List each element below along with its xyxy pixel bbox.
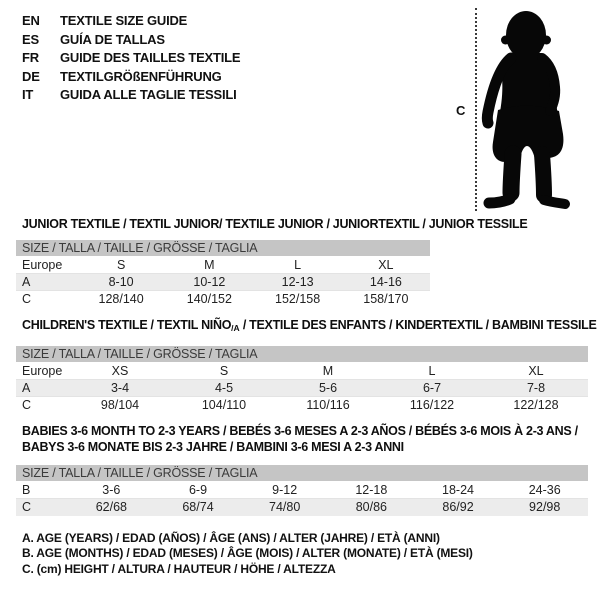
language-row [22, 49, 240, 68]
note-age-months: B. AGE (MONTHS) / EDAD (MESES) / ÂGE (MOIS) / ALTER (MONATE) / ETÀ (MESI) [22, 546, 473, 561]
children-title-prefix: CHILDREN'S TEXTILE / TEXTIL NIÑO [22, 318, 232, 332]
table-row [16, 380, 588, 397]
language-code: IT [22, 87, 34, 103]
language-code: EN [22, 13, 40, 28]
table-row [16, 397, 588, 414]
language-code: DE [22, 68, 40, 84]
language-label: GUIDA ALLE TAGLIE TESSILI [60, 87, 237, 103]
size-cell: XS [111, 364, 129, 378]
row-label: A [22, 275, 31, 289]
size-cell: 122/128 [513, 398, 559, 412]
size-cell: 68/74 [182, 500, 214, 514]
size-cell: L [428, 364, 436, 378]
size-cell: 104/110 [201, 398, 247, 412]
table-row [16, 274, 430, 291]
junior-section-title: JUNIOR TEXTILE / TEXTIL JUNIOR/ TEXTILE JUNIOR / JUNIORTEXTIL / JUNIOR TESSILE [22, 217, 528, 231]
row-label: C [22, 292, 32, 306]
language-code: ES [22, 31, 39, 47]
size-cell: 74/80 [269, 500, 301, 514]
size-cell: 9-12 [272, 483, 298, 497]
size-cell: 4-5 [214, 381, 234, 395]
size-cell: 3-6 [102, 483, 121, 497]
row-label: C [22, 500, 32, 514]
note-age-years: A. AGE (YEARS) / EDAD (AÑOS) / ÂGE (ANS) / ALTER (JAHRE) / ETÀ (ANNI) [22, 531, 440, 545]
height-measure-label: C [456, 103, 466, 118]
size-cell: 10-12 [193, 275, 226, 289]
size-cell: 14-16 [369, 275, 402, 289]
language-code: FR [22, 50, 39, 66]
size-cell: 62/68 [95, 500, 127, 514]
height-dotted-line [475, 8, 477, 211]
size-header-bar: SIZE / TALLA / TAILLE / GRÖSSE / TAGLIA [16, 346, 588, 362]
size-cell: M [322, 364, 334, 378]
children-title-sub: /A [231, 323, 240, 333]
size-cell: 140/152 [186, 292, 232, 306]
language-label: GUIDE DES TAILLES TEXTILE [60, 50, 241, 66]
language-row [22, 68, 240, 87]
language-label: TEXTILGRÖßENFÜHRUNG [60, 68, 222, 84]
size-cell: 158/170 [363, 292, 409, 306]
size-cell: 152/158 [275, 292, 321, 306]
babies-size-table [16, 465, 588, 516]
size-cell: 24-36 [528, 483, 561, 497]
table-row [16, 482, 588, 499]
language-row [22, 86, 240, 105]
row-label: Europe [22, 258, 63, 272]
table-row [16, 363, 588, 380]
size-cell: XL [528, 364, 544, 378]
size-cell: 3-4 [110, 381, 130, 395]
junior-size-table [16, 240, 430, 308]
size-cell: 6-9 [188, 483, 208, 497]
table-row [16, 291, 430, 308]
legend-notes [22, 531, 473, 577]
size-header-bar: SIZE / TALLA / TAILLE / GRÖSSE / TAGLIA [16, 465, 588, 481]
size-cell: 12-13 [281, 275, 314, 289]
size-cell: 12-18 [355, 483, 388, 497]
language-label: GUÍA DE TALLAS [60, 31, 165, 47]
size-cell: S [219, 364, 229, 378]
size-header-bar: SIZE / TALLA / TAILLE / GRÖSSE / TAGLIA [16, 240, 430, 256]
table-row [16, 257, 430, 274]
babies-section-title [22, 424, 578, 455]
children-size-table [16, 346, 588, 414]
size-cell: S [116, 258, 126, 272]
language-list [22, 12, 240, 105]
language-row [22, 12, 240, 31]
size-cell: 116/122 [409, 398, 455, 412]
size-cell: 92/98 [529, 500, 561, 514]
size-cell: 6-7 [422, 381, 442, 395]
size-cell: 86/92 [442, 500, 474, 514]
table-row [16, 499, 588, 516]
size-cell: 7-8 [526, 381, 546, 395]
size-cell: XL [378, 258, 394, 272]
size-cell: 80/86 [355, 500, 387, 514]
language-row [22, 31, 240, 50]
size-cell: L [294, 258, 302, 272]
size-cell: 110/116 [306, 398, 350, 412]
row-label: A [22, 381, 31, 395]
note-height-cm: C. (cm) HEIGHT / ALTURA / HAUTEUR / HÖHE / ALTEZZA [22, 561, 336, 576]
babies-title-line2: BABYS 3-6 MONATE BIS 2-3 JAHRE / BAMBINI 3-6 MESI A 2-3 ANNI [22, 439, 404, 454]
children-title-suffix: / TEXTILE DES ENFANTS / KINDERTEXTIL / BAMBINI TESSILE [239, 318, 597, 332]
size-cell: 128/140 [98, 292, 144, 306]
size-cell: M [204, 258, 215, 272]
language-label: TEXTILE SIZE GUIDE [60, 13, 188, 28]
size-cell: 5-6 [318, 381, 338, 395]
baby-silhouette-icon [480, 6, 572, 210]
row-label: B [22, 483, 31, 497]
babies-title-line1: BABIES 3-6 MONTH TO 2-3 YEARS / BEBÉS 3-6 MESES A 2-3 AÑOS / BÉBÉS 3-6 MOIS À 2-3 ANS / [22, 424, 578, 438]
size-cell: 18-24 [442, 483, 475, 497]
row-label: Europe [22, 364, 63, 378]
row-label: C [22, 398, 32, 412]
size-cell: 98/104 [100, 398, 140, 412]
size-cell: 8-10 [108, 275, 134, 289]
children-section-title [22, 318, 597, 333]
